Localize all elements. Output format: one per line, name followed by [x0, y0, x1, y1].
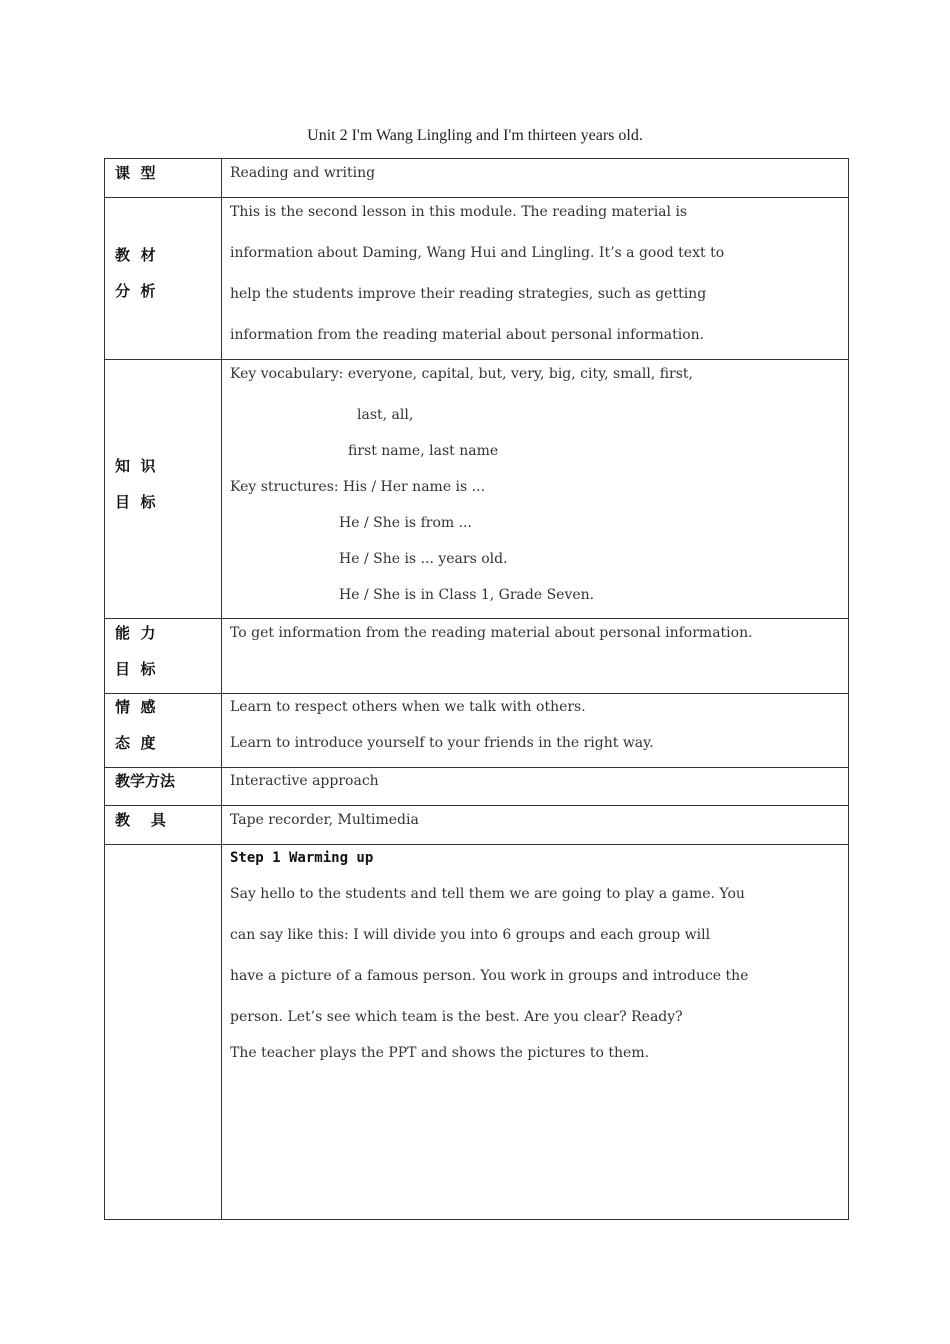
material-analysis-line: help the students improve their reading strategies, such as getting [230, 286, 707, 302]
teaching-aids-value: Tape recorder, Multimedia [230, 812, 419, 828]
teaching-aids-label: 教 具 [115, 811, 166, 829]
teaching-method-label: 教学方法 [115, 772, 176, 790]
emotion-attitude-line: Learn to introduce yourself to your friends in the right way. [230, 735, 654, 751]
procedure-line: can say like this: I will divide you into 6 groups and each group will [230, 927, 711, 943]
knowledge-goals-label-2: 目 标 [115, 493, 156, 511]
key-vocabulary-line: first name, last name [348, 443, 499, 459]
teaching-method-value: Interactive approach [230, 773, 379, 789]
key-vocabulary-line: Key vocabulary: everyone, capital, but, very, big, city, small, first, [230, 366, 694, 382]
ability-goals-label-1: 能 力 [115, 624, 156, 642]
key-structures-line: He / She is ... years old. [339, 551, 508, 567]
material-analysis-label-2: 分 析 [115, 282, 156, 300]
key-structures-line: He / She is in Class 1, Grade Seven. [339, 587, 595, 603]
procedure-line: The teacher plays the PPT and shows the pictures to them. [230, 1045, 650, 1061]
knowledge-goals-label-1: 知 识 [115, 457, 156, 475]
row-divider [105, 805, 848, 806]
row-divider [105, 197, 848, 198]
emotion-attitude-label-1: 情 感 [115, 698, 156, 716]
row-divider [105, 693, 848, 694]
emotion-attitude-line: Learn to respect others when we talk with others. [230, 699, 586, 715]
material-analysis-line: information about Daming, Wang Hui and Lingling. It’s a good text to [230, 245, 725, 261]
row-divider [105, 767, 848, 768]
procedure-line: have a picture of a famous person. You work in groups and introduce the [230, 968, 749, 984]
material-analysis-line: This is the second lesson in this module. The reading material is [230, 204, 688, 220]
step-heading: Step 1 Warming up [230, 850, 374, 866]
material-analysis-line: information from the reading material about personal information. [230, 327, 705, 343]
lesson-type-label: 课 型 [115, 164, 156, 182]
ability-goals-value: To get information from the reading material about personal information. [230, 625, 753, 641]
emotion-attitude-label-2: 态 度 [115, 734, 156, 752]
column-divider [221, 159, 222, 1219]
row-divider [105, 844, 848, 845]
lesson-type-value: Reading and writing [230, 165, 376, 181]
row-divider [105, 618, 848, 619]
material-analysis-label-1: 教 材 [115, 246, 156, 264]
lesson-plan-table [104, 158, 849, 1220]
row-divider [105, 359, 848, 360]
ability-goals-label-2: 目 标 [115, 660, 156, 678]
document-title: Unit 2 I'm Wang Lingling and I'm thirteen years old. [307, 127, 643, 144]
procedure-line: person. Let’s see which team is the best. Are you clear? Ready? [230, 1009, 683, 1025]
key-vocabulary-line: last, all, [357, 407, 414, 423]
key-structures-line: He / She is from ... [339, 515, 472, 531]
key-structures-line: Key structures: His / Her name is ... [230, 479, 486, 495]
procedure-line: Say hello to the students and tell them we are going to play a game. You [230, 886, 745, 902]
